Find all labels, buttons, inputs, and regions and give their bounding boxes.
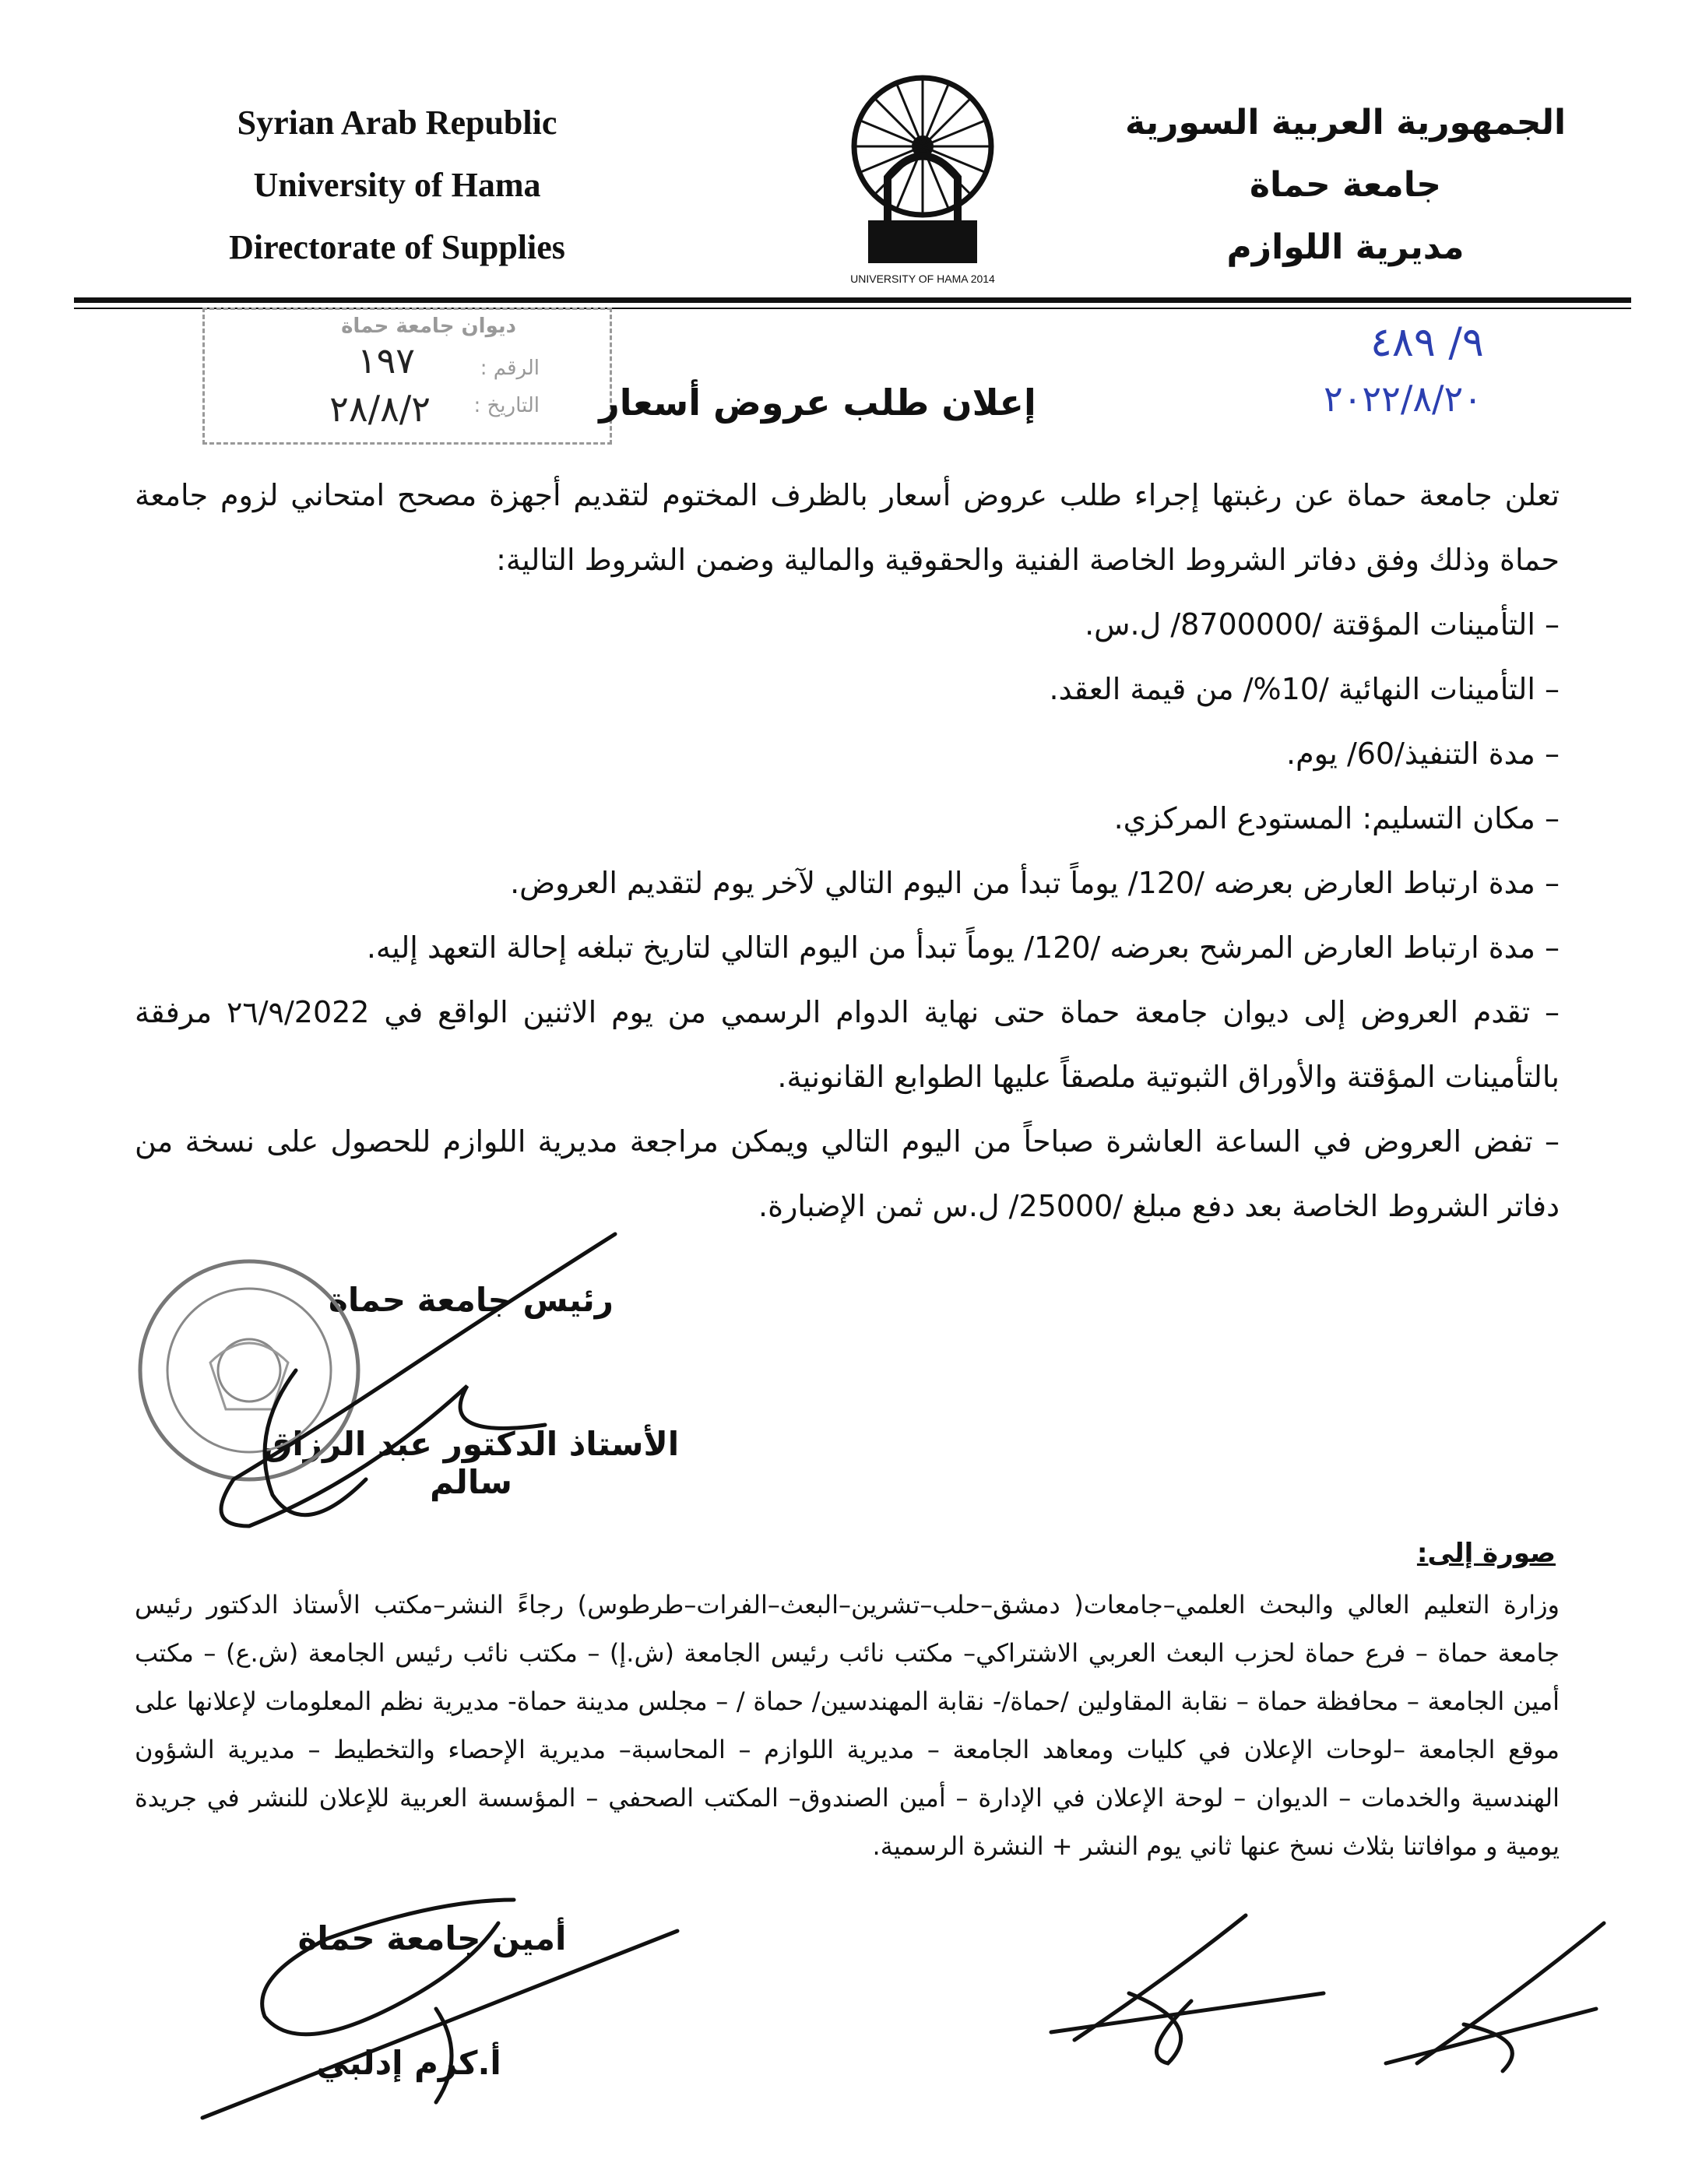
condition-item: – التأمينات المؤقتة /8700000/ ل.س.	[1085, 607, 1560, 642]
header-en-country: Syrian Arab Republic	[237, 104, 557, 142]
logo-caption: UNIVERSITY OF HAMA 2014	[850, 273, 995, 285]
condition-item: – مدة ارتباط العارض بعرضه /120/ يوماً تبدأ من اليوم التالي لآخر يوم لتقديم العروض.	[510, 866, 1560, 900]
body-intro: تعلن جامعة حماة عن رغبتها إجراء طلب عروض أسعار بالظرف المختوم لتقديم أجهزة مصحح امتحاني لزوم جامعة حماة وذلك وفق دفاتر الشروط الخاصة الفنية والحقوقية والمالية وضمن الشروط التالية:	[135, 478, 1560, 577]
official-seal	[132, 1254, 366, 1487]
stamp-date-label: التاريخ :	[473, 394, 540, 417]
condition-item: – تقدم العروض إلى ديوان جامعة حماة حتى نهاية الدوام الرسمي من يوم الاثنين الواقع في ٢٦/٩/2022 مرفقة بالتأمينات المؤقتة والأوراق الثبوتية ملصقاً عليها الطوابع القانونية.	[135, 995, 1560, 1094]
secretary-name: أ.كرم إدلبي	[316, 2044, 501, 2082]
condition-item: – تفض العروض في الساعة العاشرة صباحاً من اليوم التالي ويمكن مراجعة مديرية اللوازم للحصول على نسخة من دفاتر الشروط الخاصة بعد دفع مبلغ /25000/ ل.س ثمن الإضبارة.	[135, 1124, 1560, 1223]
university-logo	[845, 61, 1000, 294]
condition-item: – مكان التسليم: المستودع المركزي.	[1113, 801, 1560, 835]
secretary-title: أمين جامعة حماة	[297, 1919, 567, 1957]
handwritten-ref-number: ٩/ ٤٨٩	[1370, 319, 1484, 366]
english-header	[156, 92, 638, 279]
header-rule-thick	[74, 297, 1631, 303]
president-title: رئيس جامعة حماة	[329, 1281, 614, 1319]
cc-label: صورة إلى:	[1416, 1538, 1556, 1569]
incoming-stamp	[202, 308, 612, 445]
arabic-header	[1104, 92, 1587, 279]
stamp-office: ديوان جامعة حماة	[341, 315, 516, 338]
header-ar-university: جامعة حماة	[1249, 165, 1442, 205]
handwritten-ref-date: ٢٠٢٢/٨/٢٠	[1324, 378, 1482, 420]
stamp-number-label: الرقم :	[480, 357, 540, 380]
announcement-title: إعلان طلب عروض أسعار	[599, 382, 1036, 424]
cc-recipients: وزارة التعليم العالي والبحث العلمي–جامعات( دمشق–حلب–تشرين–البعث–الفرات–طرطوس) رجاءً النشر–مكتب الأستاذ الدكتور رئيس جامعة حماة – فرع حماة لحزب البعث العربي الاشتراكي– مكتب نائب رئيس الجامعة (ش.إ) – مكتب نائب رئيس الجامعة (ش.ع) – مكتب أمين الجامعة – محافظة حماة – نقابة المقاولين /حماة/- نقابة المهندسين/ حماة / – مجلس مدينة حماة- مديرية نظم المعلومات لإعلانها على موقع الجامعة –لوحات الإعلان في كليات ومعاهد الجامعة – مديرية اللوازم – المحاسبة– مديرية الإحصاء والتخطيط – مديرية الشؤون الهندسية والخدمات – الديوان – لوحة الإعلان في الإدارة – أمين الصندوق– المكتب الصحفي – المؤسسة العربية للإعلان للنشر في جريدة يومية و موافاتنا بثلاث نسخ عنها ثاني يوم النشر + النشرة الرسمية.	[135, 1590, 1560, 1861]
header-en-university: University of Hama	[253, 166, 541, 204]
header-ar-country: الجمهورية العربية السورية	[1124, 103, 1567, 142]
president-name: الأستاذ الدكتور عبد الرزاق سالم	[262, 1425, 680, 1501]
condition-item: – مدة ارتباط العارض المرشح بعرضه /120/ يوماً تبدأ من اليوم التالي لتاريخ تبلغه إحالة التعهد إليه.	[366, 930, 1560, 965]
header-en-directorate: Directorate of Supplies	[229, 228, 565, 266]
stamp-number-value: ١٩٧	[357, 339, 415, 382]
condition-item: – التأمينات النهائية /10%/ من قيمة العقد.	[1049, 672, 1560, 706]
condition-item: – مدة التنفيذ/60/ يوم.	[1286, 737, 1560, 771]
stamp-date-value: ٢٨/٨/٢	[329, 388, 431, 430]
header-ar-directorate: مديرية اللوازم	[1226, 227, 1465, 267]
announcement-body	[135, 463, 1560, 1239]
